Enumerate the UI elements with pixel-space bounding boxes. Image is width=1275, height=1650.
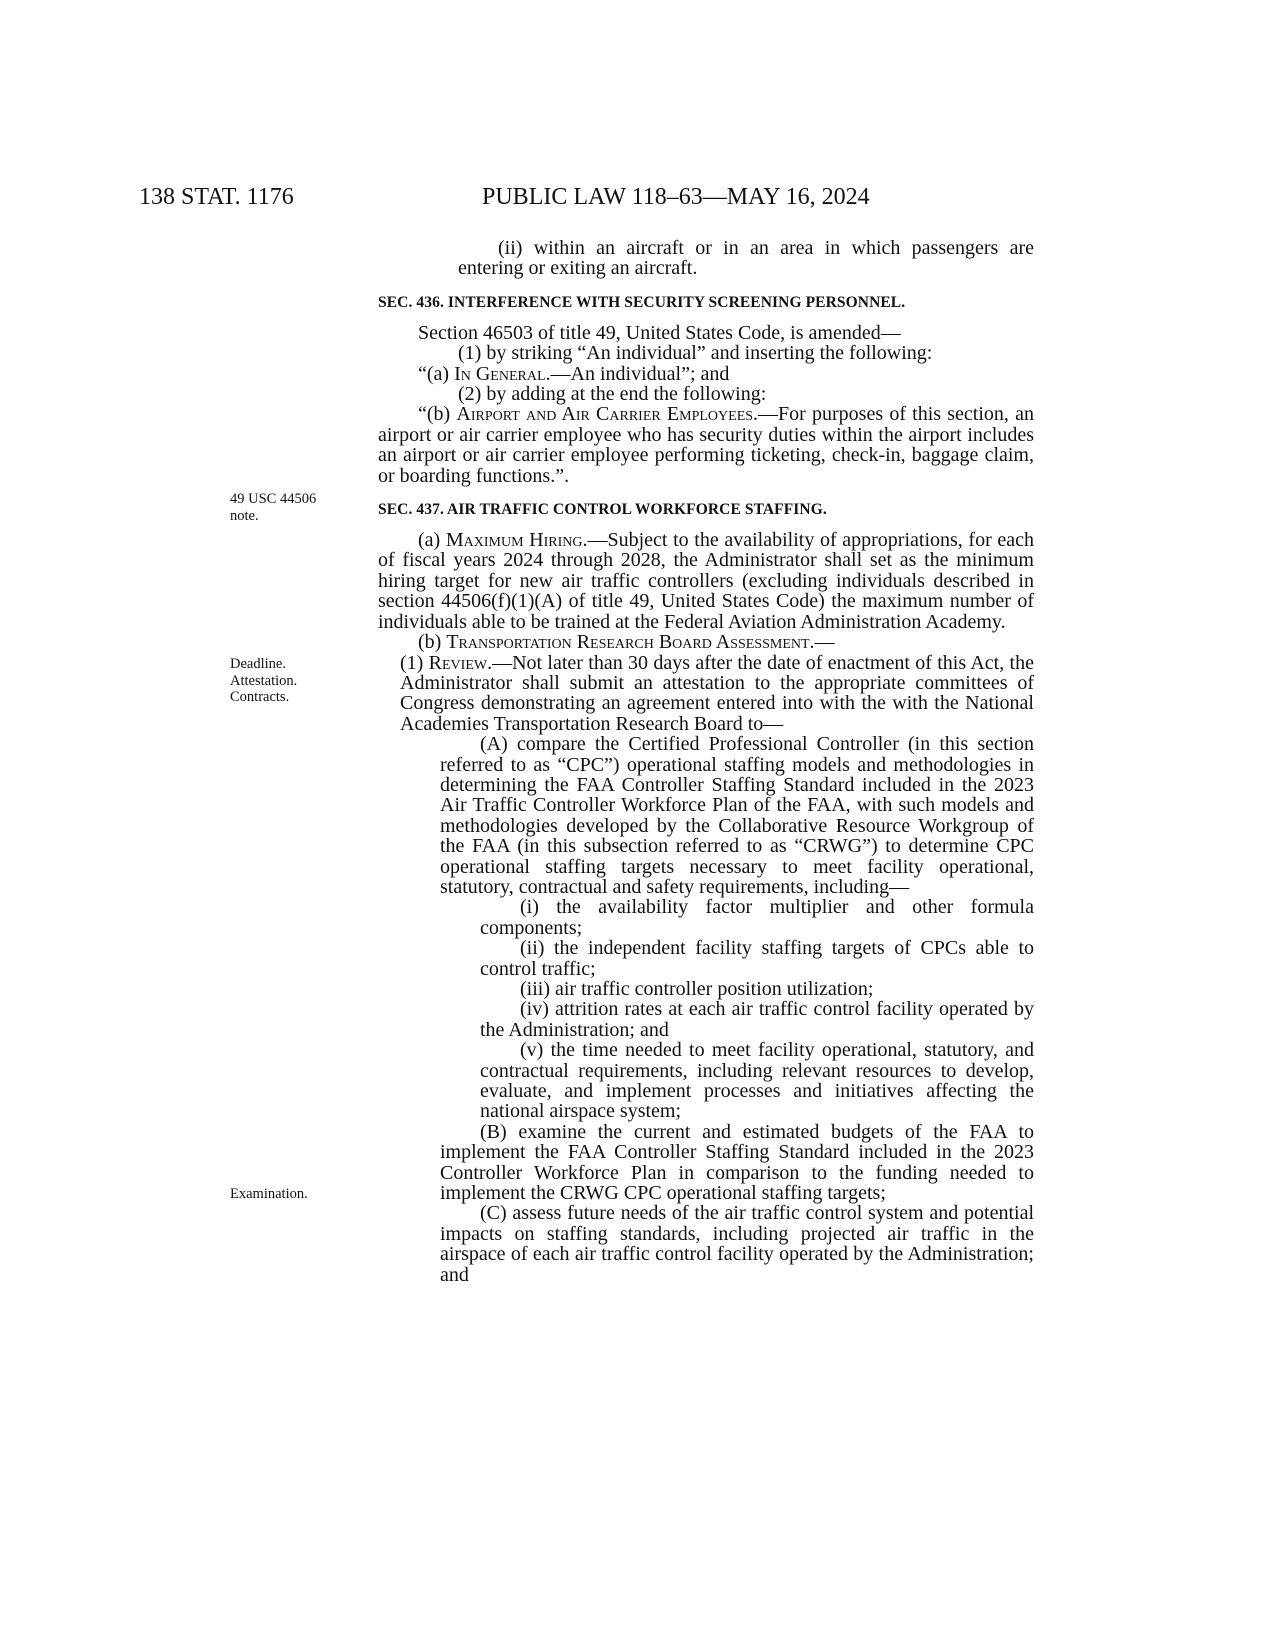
section-437-heading: SEC. 437. AIR TRAFFIC CONTROL WORKFORCE STAFFING. bbox=[378, 501, 827, 519]
section-437-a-heading: Maximum Hiring bbox=[445, 529, 583, 552]
section-437-para-A: (A) compare the Certified Professional Controller (in this section referred to as “CPC”) operational staffing models and methodologies in determining the FAA Controller Staffing Standard included in the 2023 Air Traffic Controller Workforce Plan of the FAA, with such models and methodologies developed by the Collaborative Resource Workgroup of the FAA (in this subsection referred to as “CRWG”) to determine CPC operational staffing targets necessary to meet facility operational, statutory, contractual and safety requirements, including— bbox=[440, 733, 1034, 898]
section-436-para-1: (1) by striking “An individual” and inserting the following: bbox=[458, 342, 933, 365]
margin-note-deadline-group bbox=[230, 656, 297, 706]
subsection-b-prefix: “(b) bbox=[418, 403, 457, 426]
section-437-b-heading: Transportation Research Board Assessment bbox=[446, 631, 810, 654]
statute-page-number: 138 STAT. 1176 bbox=[139, 184, 294, 210]
section-437-clause-iv: (iv) attrition rates at each air traffic control facility operated by the Administration; and bbox=[480, 998, 1034, 1041]
section-437-para-B: (B) examine the current and estimated budgets of the FAA to implement the FAA Controller Staffing Standard included in the 2023 Controller Workforce Plan in comparison to the funding needed to implement the CRWG CPC operational staffing targets; bbox=[440, 1120, 1034, 1205]
section-437-b-1 bbox=[378, 653, 1034, 735]
section-436-subsection-b bbox=[378, 404, 1034, 486]
clause-ii-continued: (ii) within an aircraft or in an area in which passengers are entering or exiting an aircraft. bbox=[458, 237, 1034, 280]
section-437-b-text: .— bbox=[809, 631, 835, 654]
section-437-para-C: (C) assess future needs of the air traffic control system and potential impacts on staffing standards, including projected air traffic in the airspace of each air traffic control facility operated by the Administration; and bbox=[440, 1202, 1034, 1286]
section-437-b-prefix: (b) bbox=[418, 631, 447, 654]
subsection-b-heading: Airport and Air Carrier Employees bbox=[456, 403, 754, 426]
margin-note-usc-line1: 49 USC 44506 bbox=[230, 491, 317, 507]
section-437-b1-prefix: (1) bbox=[400, 651, 429, 674]
subsection-a-prefix: “(a) bbox=[418, 362, 455, 385]
section-436-heading: SEC. 436. INTERFERENCE WITH SECURITY SCREENING PERSONNEL. bbox=[378, 293, 906, 311]
section-437-subsection-b bbox=[378, 632, 1034, 652]
subsection-a-text: .—An individual”; and bbox=[545, 362, 730, 385]
running-header: PUBLIC LAW 118–63—MAY 16, 2024 bbox=[482, 184, 870, 210]
section-437-b1-heading: Review bbox=[428, 651, 488, 674]
section-436-subsection-a bbox=[378, 364, 1034, 384]
section-437-subsection-a bbox=[378, 530, 1034, 632]
margin-note-usc bbox=[230, 491, 316, 524]
section-436-para-2: (2) by adding at the end the following: bbox=[458, 383, 767, 406]
section-437-clause-ii: (ii) the independent facility staffing targets of CPCs able to control traffic; bbox=[480, 937, 1034, 980]
margin-note-contracts: Contracts. bbox=[230, 689, 290, 705]
margin-note-attestation: Attestation. bbox=[230, 672, 298, 689]
margin-note-examination: Examination. bbox=[230, 1186, 308, 1202]
subsection-a-heading: In General bbox=[454, 362, 546, 385]
section-437-a-prefix: (a) bbox=[418, 529, 446, 552]
subsection-b-text: .—For purposes of this section, an airport or air carrier employee who has security duties within the airport includes an airport or air carrier employee performing ticketing, check-in, baggage claim, or boarding functions.”. bbox=[378, 403, 1034, 487]
statute-body bbox=[378, 238, 1034, 1285]
section-437-clause-i: (i) the availability factor multiplier and other formula components; bbox=[480, 896, 1034, 939]
margin-note-deadline: Deadline. bbox=[230, 656, 286, 672]
margin-note-usc-line2: note. bbox=[230, 507, 259, 524]
section-437-b1-text: .—Not later than 30 days after the date of enactment of this Act, the Administrator shall submit an attestation to the appropriate committees of Congress demonstrating an agreement entered into with the with the National Academies Transportation Research Board to— bbox=[400, 651, 1034, 735]
section-436-intro: Section 46503 of title 49, United States Code, is amended— bbox=[418, 321, 901, 344]
section-437-clause-v: (v) the time needed to meet facility operational, statutory, and contractual requirements, including relevant resources to develop, evaluate, and implement processes and initiatives affecting the national airspace system; bbox=[480, 1039, 1034, 1123]
section-437-clause-iii: (iii) air traffic controller position utilization; bbox=[520, 978, 874, 1000]
section-437-a-text: .—Subject to the availability of appropriations, for each of fiscal years 2024 through 2028, the Administrator shall set as the minimum hiring target for new air traffic controllers (excluding individuals described in section 44506(f)(1)(A) of title 49, United States Code) the maximum number of individuals able to be trained at the Federal Aviation Administration Academy. bbox=[378, 529, 1035, 633]
